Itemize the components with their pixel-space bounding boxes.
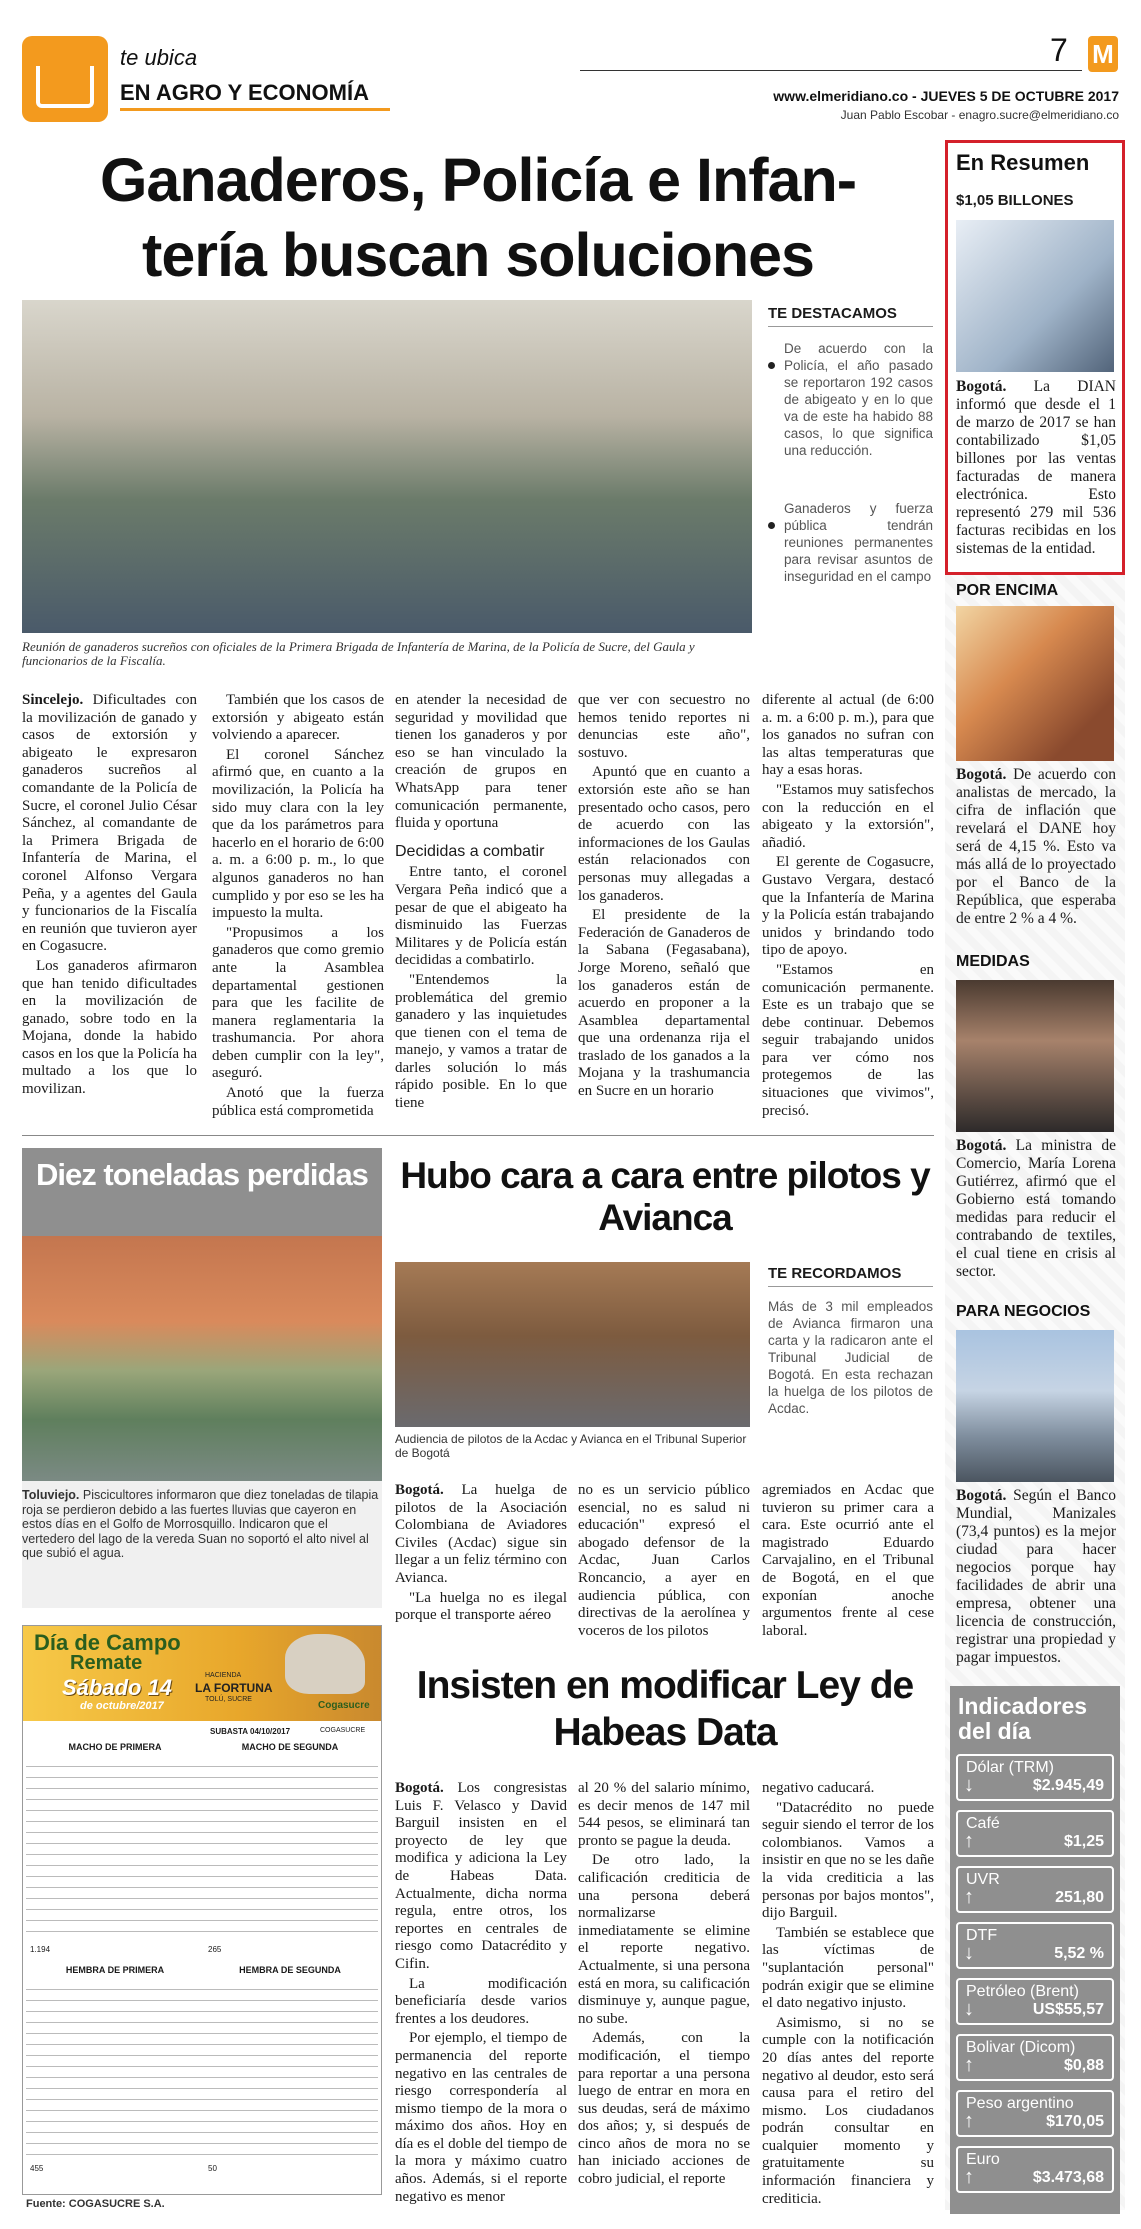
dian-photo	[956, 220, 1114, 372]
arrow-down-icon: ↓	[964, 1942, 974, 1964]
remember-label: TE RECORDAMOS	[768, 1265, 902, 1282]
indicator-name: Euro	[966, 2151, 1000, 2168]
indicators-list	[956, 1754, 1114, 2210]
main-col-3	[395, 692, 567, 1115]
dateline: Bogotá.	[395, 1482, 444, 1498]
minister-photo	[956, 980, 1114, 1132]
para: negativo caducará.	[762, 1780, 875, 1796]
supermarket-photo	[956, 606, 1114, 761]
main-caption: Reunión de ganaderos sucreños con oficiales de la Primera Brigada de Infantería de Marina, de la Policía de Sucre, del Gaula y funcionarios de la Fiscalía.	[22, 639, 695, 668]
indicator-row	[956, 1978, 1114, 2025]
indicator-value: $0,88	[1063, 2057, 1104, 2074]
dateline: Bogotá.	[956, 378, 1007, 395]
habeas-col-3	[762, 1780, 934, 2210]
indicator-name: Café	[966, 1815, 1000, 1832]
ad-month: de octubre/2017	[80, 1700, 164, 1712]
table1-title-a: MACHO DE PRIMERA	[68, 1742, 162, 1752]
indicator-name: DTF	[966, 1927, 998, 1944]
indicator-row	[956, 1922, 1114, 1969]
remember-rule	[768, 1286, 933, 1287]
para: Bogotá. Los congresistas Luis F. Velasco y David Barguil insisten en el proyecto de ley que modifica y adiciona la Ley de Habeas Data. Actualmente, dicha norma regula, entre otros, los reportes en centrales de riesgo como Datacrédito y Cifin.	[395, 1780, 567, 1972]
highlight-item	[768, 500, 933, 585]
para: El gerente de Cogasucre, Gustavo Vergara, destacó que la Infantería de Marina y la Policía están trabajando unidos y brindando todo tipo de apoyo.	[762, 854, 934, 959]
section-kicker: te ubica	[120, 45, 198, 70]
table2-title-b: HEMBRA DE SEGUNDA	[239, 1965, 341, 1975]
summary-title: En Resumen	[956, 150, 1090, 175]
indicator-row	[956, 2090, 1114, 2137]
indicator-name: Peso argentino	[966, 2095, 1074, 2112]
author-line[interactable]: Juan Pablo Escobar - enagro.sucre@elmeridiano.co	[840, 108, 1119, 122]
arrow-up-icon: ↑	[964, 2166, 974, 2188]
para: al 20 % del salario mínimo, es decir menos de 147 mil 544 pesos, se eliminará tan pronto se pague la deuda.	[578, 1780, 750, 1849]
highlight-text: De acuerdo con la Policía, el año pasado se reportaron 192 casos de abigeato y en lo que va de este ha habido 88 casos, lo que significa una reducción.	[784, 341, 933, 458]
para: que ver con secuestro no hemos tenido reportes ni denuncias este año", sostuvo.	[578, 692, 750, 761]
pilots-col-1	[395, 1482, 567, 1627]
item2-label: POR ENCIMA	[956, 582, 1059, 599]
indicator-value: $2.945,49	[1032, 1777, 1104, 1794]
habeas-col-2	[578, 1780, 750, 2191]
main-headline-2: tería buscan soluciones	[142, 221, 814, 289]
indicator-row	[956, 1754, 1114, 1801]
dateline: Toluviejo.	[22, 1488, 80, 1502]
arrow-up-icon: ↑	[964, 2110, 974, 2132]
indicator-value: US$55,57	[1032, 2001, 1104, 2018]
main-col-2	[212, 692, 384, 1122]
indicator-value: 251,80	[1055, 1889, 1104, 1906]
para: Bogotá. La huelga de pilotos de la Asociación Colombiana de Aviadores Civiles (Acdac) sigue sin llegar a un feliz término con Avianca.	[395, 1482, 567, 1586]
para: diferente al actual (de 6:00 a. m. a 6:00 p. m.), para que los ganados no sufran con las altas temperaturas que hay a esas horas.	[762, 692, 934, 779]
item1-text: Bogotá. La DIAN informó que desde el 1 de marzo de 2017 se han contabilizado $1,05 billones por las ventas facturadas de manera electrónica. Esto representó 279 mil 536 facturas recibidas en los sistemas de la entidad.	[956, 378, 1116, 557]
bullet-icon	[768, 522, 775, 529]
section-title: EN AGRO Y ECONOMÍA	[120, 80, 369, 105]
fish-photo	[22, 1236, 382, 1481]
arrow-up-icon: ↑	[964, 2054, 974, 2076]
habeas-col-1	[395, 1780, 567, 2208]
ad-hacienda-name: LA FORTUNA	[195, 1681, 273, 1695]
fish-headline: Diez toneladas perdidas	[22, 1148, 382, 1236]
para: Anotó que la fuerza pública está comprometida	[212, 1085, 384, 1119]
para: De otro lado, la calificación crediticia de una persona deberá normalizarse inmediatamente se elimine el reporte negativo. Actualmente, si una persona está en mora, su calificación disminuye y, aunque pague, no sube.	[578, 1852, 750, 2027]
auction-org: COGASUCRE	[320, 1727, 366, 1734]
para: La modificación beneficiaría desde varios frentes a los deudores.	[395, 1975, 567, 2027]
header-rule	[580, 70, 1082, 71]
table1-grid	[26, 1756, 378, 1942]
bullet-icon	[768, 362, 775, 369]
city-photo	[956, 1330, 1114, 1482]
arrow-up-icon: ↑	[964, 1830, 974, 1852]
table1-total-a: 1.194	[30, 1945, 51, 1954]
table1-title-b: MACHO DE SEGUNDA	[241, 1742, 339, 1752]
indicators-title: Indicadores del día	[958, 1693, 1088, 1744]
indicator-name: Petróleo (Brent)	[966, 1983, 1079, 2000]
indicator-value: $170,05	[1046, 2113, 1104, 2130]
item3-text: Bogotá. La ministra de Comercio, María Lorena Gutiérrez, afirmó que el Gobierno está tomando medidas para reducir el contrabando de textiles, el cual tiene en crisis al sector.	[956, 1137, 1116, 1280]
table2-title-a: HEMBRA DE PRIMERA	[65, 1965, 165, 1975]
para: El presidente de la Federación de Ganaderos de la Sabana (Fegasabana), Jorge Moreno, señaló que los ganaderos están de acuerdo en proponer a la Asamblea departamental que una ordenanza rija el traslado de los ganados a la Mojana y la trashumancia en Sucre en un horario	[578, 907, 750, 1100]
page-number: 7	[1050, 32, 1068, 68]
para: El coronel Sánchez afirmó que, en cuanto a la movilización, la Policía ha sido muy clara con la ley que da los parámetros para hacerlo en el horario de 6:00 a. m. a 6:00 p. m., lo que algunos ganaderos no han cumplido y por eso se les ha impuesto la multa.	[212, 746, 385, 922]
item4-text: Bogotá. Según el Banco Mundial, Manizales (73,4 puntos) es la mejor ciudad para hacer negocios porque hay facilidades de abrir una empresa, obtener una licencia de construcción, registrar una propiedad y pagar impuestos.	[956, 1487, 1116, 1666]
meeting-photo	[22, 300, 752, 633]
table2-total-b: 50	[208, 2164, 217, 2173]
item2-text: Bogotá. De acuerdo con analistas de mercado, la cifra de inflación que revelará el DANE hoy será de 4,15 %. Esto va más allá de lo proyectado por el Banco de la República, que esperaba de entre 2 % a 4 %.	[956, 766, 1116, 927]
habeas-headline: Insisten en modificar Ley de Habeas Data	[416, 1664, 914, 1754]
basket-icon	[36, 66, 94, 108]
ad-sponsor: Cogasucre	[318, 1700, 370, 1711]
item1-label: $1,05 BILLONES	[956, 192, 1074, 209]
indicator-name: Dólar (TRM)	[966, 1759, 1054, 1776]
item3-label: MEDIDAS	[956, 953, 1030, 970]
para: Apuntó que en cuanto a extorsión este año se han presentado ocho casos, pero de acuerdo con las informaciones de los Gaulas están relacionados con personas muy allegadas a los ganaderos.	[578, 764, 750, 904]
main-col-4	[578, 692, 750, 1103]
highlight-text: Ganaderos y fuerza pública tendrán reuniones permanentes para revisar asuntos de inseguridad en el campo	[784, 501, 933, 584]
para: Por ejemplo, el tiempo de permanencia del reporte negativo en las centrales de riesgo correspondería al mismo tiempo de la mora o máximo dos años. Hoy en día es el doble del tiempo de la mora y máximo cuatro años. Además, si el reporte negativo es menor	[395, 2030, 567, 2205]
para: agremiados en Acdac que tuvieron su primer cara a cara. Este ocurrió ante el magistrado Eduardo Carvajalino, en el Tribunal de Bogotá, en el que exponían anoche argumentos frente al cese laboral.	[762, 1482, 934, 1639]
dateline: Bogotá.	[956, 766, 1007, 783]
para: "Propusimos a los ganaderos que como gremio ante la Asamblea departamental gestionen para que les facilite de manera reglamentaria la trashumancia. Por ahora deben cumplir con la ley", aseguró.	[212, 924, 384, 1082]
para: Los ganaderos afirmaron que han tenido dificultades en la movilización de ganado, sobre todo en la Mojana, donde la habido casos en los que la Policía ha multado a los que lo movilizan.	[22, 957, 197, 1098]
para: Además, con la modificación, el tiempo para reportar a una persona luego de entrar en mora en sus deudas, será de máximo dos años; y, si después de cinco años de mora no se han iniciado acciones de cobro judicial, el reporte	[578, 2030, 750, 2188]
highlights-rule	[768, 326, 933, 327]
indicator-row	[956, 2034, 1114, 2081]
pilots-col-3	[762, 1482, 934, 1642]
dateline: Bogotá.	[956, 1137, 1007, 1154]
table2-grid	[26, 1979, 378, 2161]
section-underline	[120, 108, 390, 111]
ad-date: Sábado 14	[62, 1675, 173, 1700]
para: También que los casos de extorsión y abigeato están volviendo a aparecer.	[212, 692, 384, 744]
pilots-headline: Hubo cara a cara entre pilotos y Avianca	[400, 1155, 930, 1238]
highlight-item	[768, 340, 933, 459]
dateline: Bogotá.	[956, 1487, 1007, 1504]
item4-label: PARA NEGOCIOS	[956, 1303, 1091, 1320]
para: "Estamos en comunicación permanente. Este es un trabajo que se debe continuar. Debemos seguir trabajando unidos para ver cómo nos protegemos de las situaciones que vivimos", precisó.	[762, 961, 934, 1119]
pilots-caption: Audiencia de pilotos de la Acdac y Avianca en el Tribunal Superior de Bogotá	[395, 1432, 747, 1460]
para: no es un servicio público esencial, no es salud ni educación" expresó el abogado defensor de la Acdac, Juan Carlos Roncancio, a ayer en audiencia pública, con directivas de la aerolínea y voceros de los pilotos	[578, 1482, 750, 1639]
ad-hacienda: HACIENDA	[205, 1672, 242, 1679]
para: "La huelga no es ilegal porque el transporte aéreo	[395, 1589, 567, 1624]
cattle-icon	[285, 1634, 365, 1694]
courtroom-photo	[395, 1262, 750, 1427]
highlights-label: TE DESTACAMOS	[768, 305, 897, 322]
indicator-value: 5,52 %	[1054, 1945, 1104, 1962]
main-col-1	[22, 692, 197, 1101]
indicator-name: Bolivar (Dicom)	[966, 2039, 1076, 2056]
remember-text: Más de 3 mil empleados de Avianca firmaron una carta y la radicaron ante el Tribunal Judicial de Bogotá. En esta rechazan la huelga de los pilotos de Acdac.	[768, 1299, 933, 1416]
dateline: Bogotá.	[395, 1780, 444, 1796]
indicator-value: $3.473,68	[1032, 2169, 1104, 2186]
subhead: Decididas a combatir	[395, 842, 545, 860]
auction-line: SUBASTA 04/10/2017	[210, 1727, 291, 1736]
arrow-down-icon: ↓	[964, 1774, 974, 1796]
para: Sincelejo. Dificultades con la movilización de ganado y casos de extorsión y abigeato le expresaron ganaderos sucreños al comandante de la Policía de Sucre, el coronel Julio César Sánchez, al comandante de la Primera Brigada de Infantería de Marina, el coronel Alfonso Vergara Peña, y a agentes del Gaula y funcionarios de la Fiscalía en reunión que tuvieron ayer en Cogasucre.	[22, 692, 197, 955]
ad-title-1: Día de Campo	[34, 1630, 181, 1655]
para: También se establece que las víctimas de "suplantación personal" podrán exigir que se elimine el dato negativo injusto.	[762, 1924, 934, 2012]
indicator-row	[956, 1810, 1114, 1857]
section-divider	[22, 1135, 934, 1136]
table1-total-b: 265	[208, 1945, 222, 1954]
site-line[interactable]: www.elmeridiano.co - JUEVES 5 DE OCTUBRE 2017	[773, 88, 1119, 104]
brand-badge: M	[1088, 36, 1118, 72]
para: en atender la necesidad de seguridad y movilidad que tienen los ganaderos y por eso se han vinculado la creación de grupos en WhatsApp para tener comunicación permanente, fluida y oportuna	[395, 692, 567, 832]
pilots-col-2	[578, 1482, 750, 1642]
table2-total-a: 455	[30, 2164, 44, 2173]
indicator-row	[956, 2146, 1114, 2193]
ad-location: TOLÚ, SUCRE	[205, 1696, 252, 1703]
arrow-up-icon: ↑	[964, 1886, 974, 1908]
ad-source: Fuente: COGASUCRE S.A.	[26, 2198, 165, 2210]
para: "Datacrédito no puede seguir siendo el terror de los colombianos. Vamos a insistir en que no se les dañe la vida crediticia a las personas por bajos montos", dijo Barguil.	[762, 1799, 934, 1922]
indicator-name: UVR	[966, 1871, 1000, 1888]
fish-caption: Toluviejo. Piscicultores informaron que diez toneladas de tilapia roja se perdieron debido a las fuertes lluvias que cayeron en estos días en el Golfo de Morrosquillo. Indicaron que el vertedero del lago de la vereda Suan no soportó el alto nivel al que subió el agua.	[22, 1488, 379, 1560]
dateline: Sincelejo.	[22, 692, 84, 708]
para: "Entendemos la problemática del gremio ganadero y las inquietudes que tienen con el tema de manejo, y vamos a tratar de darles solución lo más rápido posible. En lo que tiene	[395, 971, 567, 1112]
para: Asimismo, si no se cumple con la notificación 20 días antes del reporte negativo al deudor, esto será causa para el retiro del mismo. Los ciudadanos podrán consultar en cualquier momento y gratuitamente su información financiera y crediticia.	[762, 2014, 934, 2207]
para: "Estamos muy satisfechos con la reducción en el abigeato y la extorsión", añadió.	[762, 781, 934, 851]
indicator-value: $1,25	[1063, 1833, 1104, 1850]
ad-title-2: Remate	[70, 1652, 143, 1674]
main-headline-1: Ganaderos, Policía e Infan-	[99, 146, 857, 214]
indicator-row	[956, 1866, 1114, 1913]
arrow-down-icon: ↓	[964, 1998, 974, 2020]
para: Entre tanto, el coronel Vergara Peña indicó que a pesar de que el abigeato ha disminuido las Fuerzas Militares y de Policía están decididas a combatirlo.	[395, 864, 567, 969]
main-col-5	[762, 692, 934, 1122]
